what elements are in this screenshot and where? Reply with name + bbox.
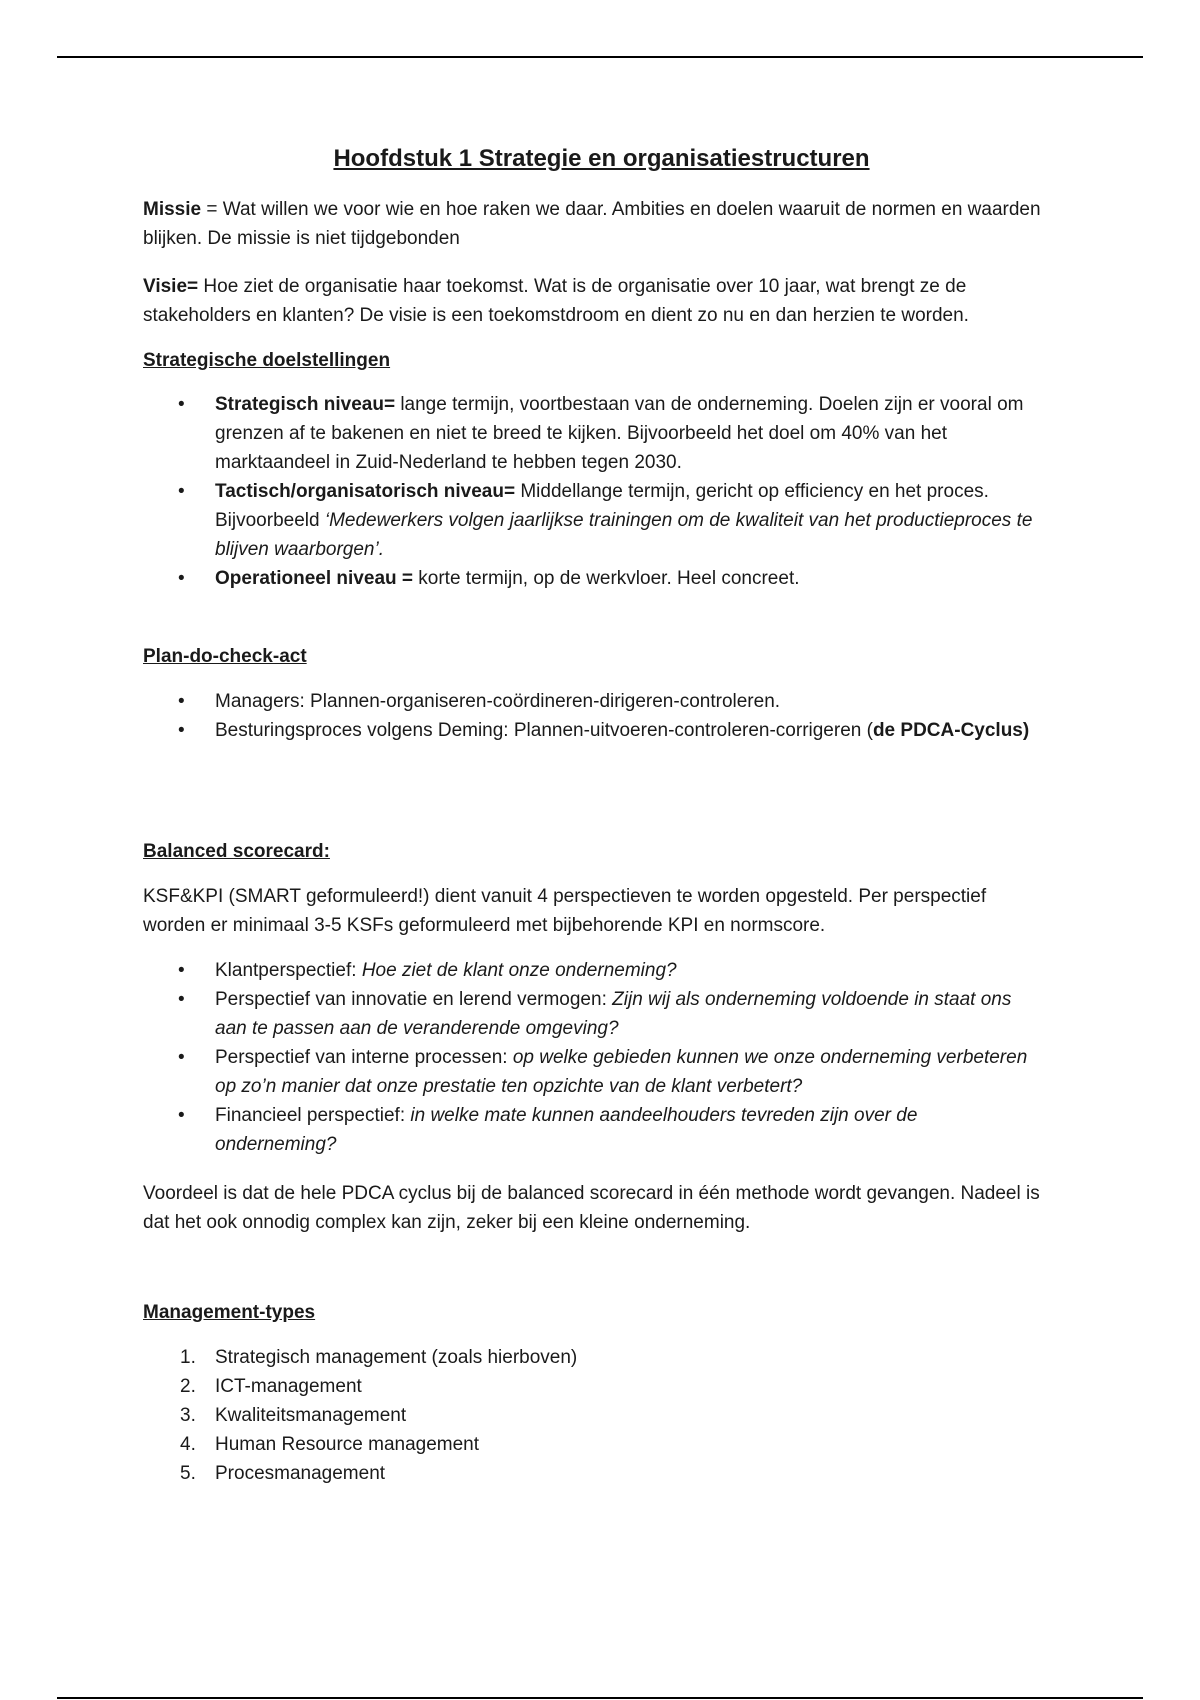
item-example: ‘Medewerkers volgen jaarlijkse trainingen om de kwaliteit van het productieproces te blijven waarborgen’. — [215, 510, 1033, 560]
item-bold: de PDCA-Cyclus) — [872, 720, 1030, 741]
item-question: op welke gebieden kunnen we onze onderneming verbeteren op zo’n manier dat onze prestatie ten opzichte van de klant verbetert? — [215, 1047, 1028, 1097]
management-list — [143, 1343, 1043, 1488]
item-label: Operationeel niveau = — [215, 568, 413, 589]
list-number: 3. — [180, 1405, 196, 1426]
list-number: 2. — [180, 1376, 196, 1397]
pdca-heading: Plan-do-check-act — [143, 646, 307, 667]
bsc-list — [143, 956, 1043, 1159]
bullet-icon: • — [178, 481, 185, 502]
item-label: Tactisch/organisatorisch niveau= — [215, 481, 516, 502]
item-text: Middellange termijn, gericht op efficiency en het proces. Bijvoorbeeld — [215, 481, 989, 531]
page-title: Hoofdstuk 1 Strategie en organisatiestructuren — [333, 145, 870, 172]
list-number: 4. — [180, 1434, 196, 1455]
item-text: korte termijn, op de werkvloer. Heel concreet. — [413, 568, 800, 589]
bullet-icon: • — [178, 1047, 185, 1068]
list-item — [143, 1372, 1043, 1401]
bullet-icon: • — [178, 989, 185, 1010]
list-item — [143, 1430, 1043, 1459]
item-text: Besturingsproces volgens Deming: Plannen-uitvoeren-controleren-corrigeren ( — [215, 720, 873, 741]
visie-paragraph — [143, 272, 1043, 330]
missie-label: Missie — [143, 199, 202, 220]
item-question: Hoe ziet de klant onze onderneming? — [361, 960, 677, 981]
item-text: Managers: Plannen-organiseren-coördineren-dirigeren-controleren. — [215, 691, 781, 712]
item-label: Strategisch niveau= — [215, 394, 396, 415]
list-item — [143, 477, 1043, 564]
bsc-intro: KSF&KPI (SMART geformuleerd!) dient vanuit 4 perspectieven te worden opgesteld. Per perspectief worden er minimaal 3-5 KSFs geformuleerd met bijbehorende KPI en normscore. — [143, 886, 987, 936]
list-item — [143, 390, 1043, 477]
list-item — [143, 1459, 1043, 1488]
pdca-list — [143, 687, 1043, 745]
list-item — [143, 1101, 1043, 1159]
item-text: Procesmanagement — [215, 1463, 386, 1484]
item-text: lange termijn, voortbestaan van de onderneming. Doelen zijn er vooral om grenzen af te bakenen en niet te breed te kijken. Bijvoorbeeld het doel om 40% van het marktaandeel in Zuid-Nederland te hebben tegen 2030. — [215, 394, 1024, 473]
visie-label: Visie= — [143, 276, 199, 297]
list-item — [143, 1343, 1043, 1372]
list-item — [143, 716, 1043, 745]
bullet-icon: • — [178, 568, 185, 589]
strategische-heading: Strategische doelstellingen — [143, 350, 391, 371]
list-number: 5. — [180, 1463, 196, 1484]
missie-paragraph — [143, 195, 1043, 253]
item-text: Perspectief van innovatie en lerend vermogen: — [215, 989, 613, 1010]
header-rule — [57, 56, 1143, 58]
list-item — [143, 1401, 1043, 1430]
strategische-list — [143, 390, 1043, 593]
list-item — [143, 687, 1043, 716]
list-item — [143, 985, 1043, 1043]
list-item — [143, 564, 1043, 593]
bullet-icon: • — [178, 691, 185, 712]
item-text: ICT-management — [215, 1376, 362, 1397]
item-text: Kwaliteitsmanagement — [215, 1405, 407, 1426]
list-item — [143, 1043, 1043, 1101]
item-question: Zijn wij als onderneming voldoende in staat ons aan te passen aan de veranderende omgeving? — [215, 989, 1012, 1039]
bullet-icon: • — [178, 394, 185, 415]
management-heading: Management-types — [143, 1302, 316, 1323]
list-number: 1. — [180, 1347, 196, 1368]
list-item — [143, 956, 1043, 985]
item-text: Perspectief van interne processen: — [215, 1047, 513, 1068]
bullet-icon: • — [178, 960, 185, 981]
footer-rule — [57, 1697, 1143, 1699]
item-text: Human Resource management — [215, 1434, 480, 1455]
item-text: Strategisch management (zoals hierboven) — [215, 1347, 578, 1368]
item-question: in welke mate kunnen aandeelhouders tevreden zijn over de onderneming? — [215, 1105, 918, 1155]
visie-text: Hoe ziet de organisatie haar toekomst. Wat is de organisatie over 10 jaar, wat brengt ze de stakeholders en klanten? De visie is een toekomstdroom en dient zo nu en dan herzien te worden. — [143, 276, 969, 326]
bsc-heading: Balanced scorecard: — [143, 841, 330, 862]
missie-text: = Wat willen we voor wie en hoe raken we daar. Ambities en doelen waaruit de normen en waarden blijken. De missie is niet tijdgebonden — [143, 199, 1041, 249]
bsc-conclusion: Voordeel is dat de hele PDCA cyclus bij de balanced scorecard in één methode wordt gevangen. Nadeel is dat het ook onnodig complex kan zijn, zeker bij een kleine onderneming. — [143, 1183, 1040, 1233]
bullet-icon: • — [178, 1105, 185, 1126]
bullet-icon: • — [178, 720, 185, 741]
item-text: Financieel perspectief: — [215, 1105, 411, 1126]
item-text: Klantperspectief: — [215, 960, 362, 981]
